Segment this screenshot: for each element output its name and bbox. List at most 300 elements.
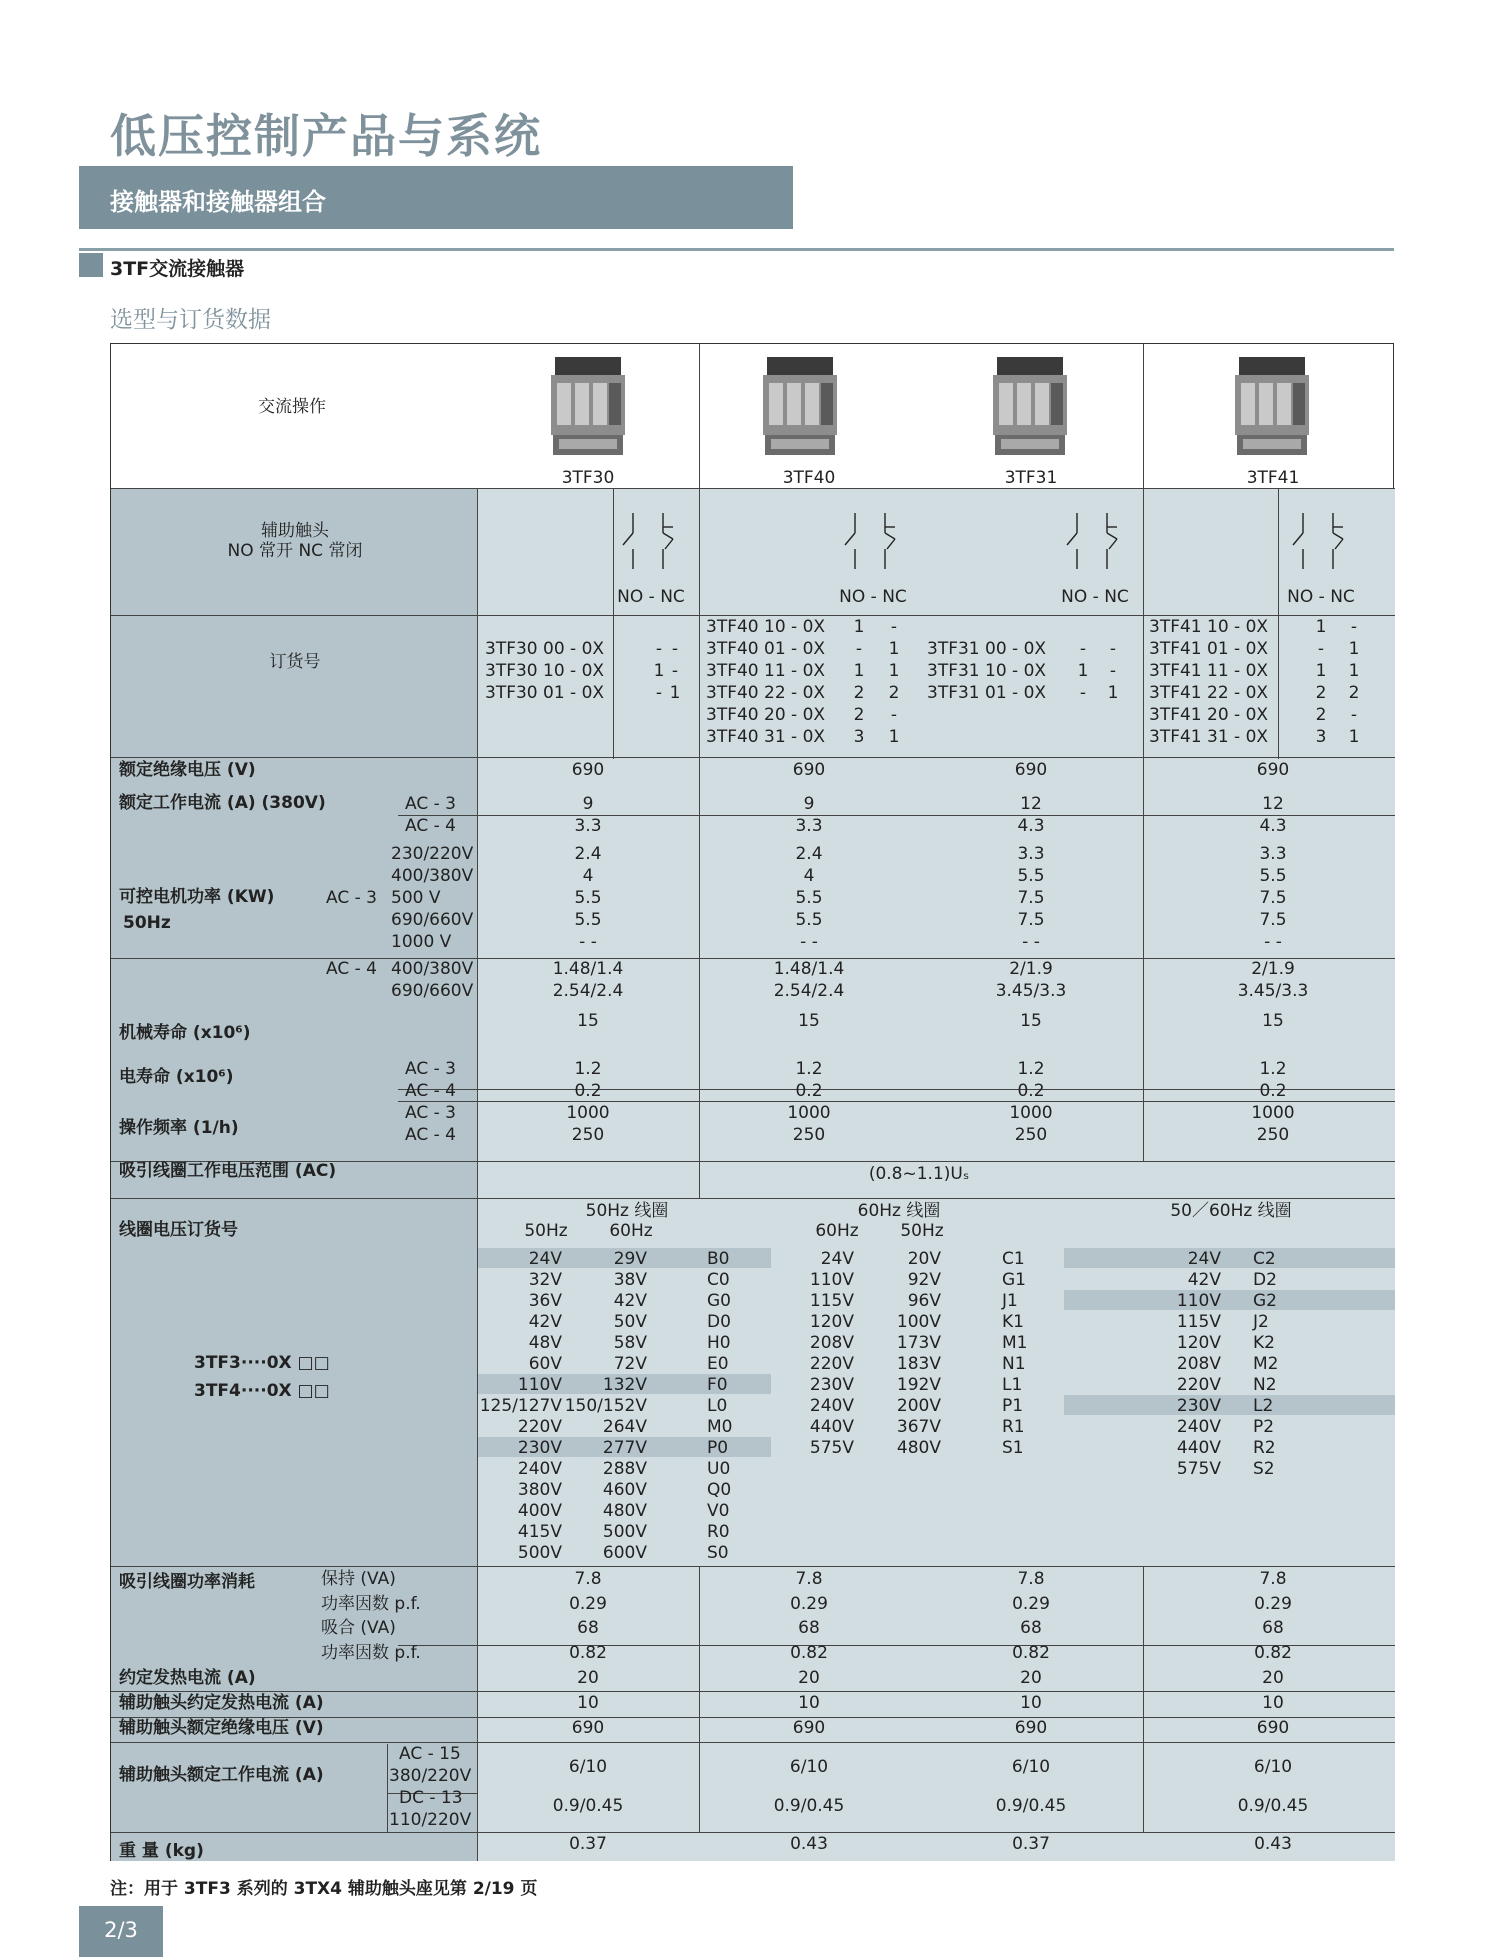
coil-voltage: 440V [809, 1417, 854, 1437]
section-title: 3TF交流接触器 [110, 258, 245, 280]
no-nc-label: NO - NC [1061, 587, 1129, 607]
no-count: 1 [1315, 617, 1327, 637]
coil-voltage: 208V [809, 1333, 854, 1353]
pull-value: 68 [577, 1618, 599, 1638]
no-count: - [655, 639, 663, 659]
coil-voltage: 125/127V [479, 1396, 562, 1416]
aux-insul-value: 690 [792, 1718, 826, 1738]
hold-value: 7.8 [1017, 1569, 1045, 1589]
coil-voltage: 400V [517, 1501, 562, 1521]
thermal-label: 约定发热电流 (A) [119, 1668, 256, 1688]
mech-value: 15 [798, 1011, 820, 1031]
divider [79, 248, 1394, 251]
power-value: 7.5 [1017, 910, 1045, 930]
coil-voltage: 220V [517, 1417, 562, 1437]
coil-voltage: 240V [1176, 1417, 1221, 1437]
aux-ac-value: 6/10 [568, 1757, 608, 1777]
op-label: 交流操作 [258, 397, 326, 417]
coil-voltage: 480V [896, 1438, 941, 1458]
ac15-tag: AC - 15 [399, 1744, 461, 1764]
ac4-current: 3.3 [574, 816, 602, 836]
power-value: 2.4 [574, 844, 602, 864]
coil-code: P0 [707, 1438, 729, 1458]
coil-power-label: 吸引线圈功率消耗 [119, 1572, 255, 1592]
power-value: 4 [582, 866, 594, 886]
freq-ac4: 250 [1014, 1125, 1048, 1145]
aux-thermal-value: 10 [798, 1693, 820, 1713]
coil-order-label: 线圈电压订货号 [119, 1220, 238, 1240]
nc-count: - [1109, 639, 1117, 659]
nc-count: - [671, 639, 679, 659]
coil-range-label: 吸引线圈工作电压范围 (AC) [119, 1161, 337, 1181]
coil-voltage: 150/152V [564, 1396, 647, 1416]
power-value: 5.5 [1017, 866, 1045, 886]
freq-ac3: 1000 [566, 1103, 610, 1123]
coil-code: M1 [1002, 1333, 1028, 1353]
coil-voltage: 220V [1176, 1375, 1221, 1395]
coil-voltage: 38V [613, 1270, 647, 1290]
contact-symbol-icon [837, 511, 909, 571]
coil-voltage: 42V [613, 1291, 647, 1311]
coil-code: J2 [1253, 1312, 1269, 1332]
coil-voltage: 460V [602, 1480, 647, 1500]
order-number: 3TF40 22 - 0X [706, 683, 826, 703]
no-count: 1 [1315, 661, 1327, 681]
grid-line [111, 488, 1395, 489]
nc-count: 1 [888, 727, 900, 747]
chapter-title: 接触器和接触器组合 [110, 188, 326, 216]
coil-code: N2 [1253, 1375, 1277, 1395]
coil-code: C1 [1002, 1249, 1025, 1269]
coil-code: G2 [1253, 1291, 1277, 1311]
grid-line [477, 488, 478, 1861]
coil-group-title: 50／60Hz 线圈 [1170, 1201, 1292, 1221]
pf2-value: 0.82 [1012, 1643, 1050, 1663]
order-number: 3TF30 00 - 0X [485, 639, 605, 659]
nc-count: 1 [669, 683, 681, 703]
elec-ac3: 1.2 [1259, 1059, 1287, 1079]
order-number: 3TF31 10 - 0X [927, 661, 1047, 681]
coil-code: S2 [1253, 1459, 1275, 1479]
pf-label: 功率因数 p.f. [321, 1594, 421, 1614]
elec-ac4: 0.2 [795, 1081, 823, 1101]
grid-line [613, 488, 614, 759]
no-count: 1 [653, 661, 665, 681]
power-value: 7.5 [1017, 888, 1045, 908]
coil-voltage: 110V [809, 1270, 854, 1290]
aux-thermal-value: 10 [577, 1693, 599, 1713]
coil-voltage: 277V [602, 1438, 647, 1458]
pf2-value: 0.82 [569, 1643, 607, 1663]
coil-code: L0 [707, 1396, 728, 1416]
coil-code: V0 [707, 1501, 730, 1521]
nc-count: 2 [888, 683, 900, 703]
nc-count: - [671, 661, 679, 681]
elec-ac4: 0.2 [1017, 1081, 1045, 1101]
contact-symbol-icon [615, 511, 687, 571]
nc-count: - [1109, 661, 1117, 681]
order-number: 3TF41 31 - 0X [1149, 727, 1269, 747]
nc-count: - [1350, 705, 1358, 725]
coil-voltage: 96V [907, 1291, 941, 1311]
coil-code: L1 [1002, 1375, 1023, 1395]
coil-voltage: 115V [809, 1291, 854, 1311]
coil-voltage: 415V [517, 1522, 562, 1542]
coil-code: C2 [1253, 1249, 1276, 1269]
coil-voltage: 192V [896, 1375, 941, 1395]
coil-code: P1 [1002, 1396, 1024, 1416]
section-marker [79, 253, 103, 277]
power-value: - - [1264, 932, 1282, 952]
coil-code: J1 [1002, 1291, 1018, 1311]
no-count: 2 [853, 683, 865, 703]
voltage-label: 230/220V [391, 844, 474, 864]
coil-code: R0 [707, 1522, 730, 1542]
coil-code: G0 [707, 1291, 731, 1311]
freq-ac4: 250 [1256, 1125, 1290, 1145]
power-ac4-value: 2/1.9 [1009, 959, 1053, 979]
grid-line [111, 1832, 1395, 1833]
coil-code: D2 [1253, 1270, 1277, 1290]
coil-code: R1 [1002, 1417, 1025, 1437]
aux-dc-value: 0.9/0.45 [995, 1796, 1067, 1816]
coil-code: N1 [1002, 1354, 1026, 1374]
no-count: - [855, 639, 863, 659]
power-value: 5.5 [574, 888, 602, 908]
order-number: 3TF40 01 - 0X [706, 639, 826, 659]
v380-tag: 380/220V [389, 1766, 472, 1786]
no-nc-label: NO - NC [839, 587, 907, 607]
aux-insul-value: 690 [1014, 1718, 1048, 1738]
coil-voltage: 230V [809, 1375, 854, 1395]
power-value: 7.5 [1259, 910, 1287, 930]
order-number: 3TF31 01 - 0X [927, 683, 1047, 703]
elec-ac3: 1.2 [1017, 1059, 1045, 1079]
coil-code: B0 [707, 1249, 730, 1269]
no-count: - [1079, 683, 1087, 703]
ac4-tag: AC - 4 [405, 1125, 456, 1145]
coil-group-title: 60Hz 线圈 [857, 1201, 941, 1221]
aux-current-label: 辅助触头额定工作电流 (A) [119, 1765, 324, 1785]
mech-value: 15 [1020, 1011, 1042, 1031]
order-number: 3TF41 01 - 0X [1149, 639, 1269, 659]
coil-voltage: 600V [602, 1543, 647, 1563]
coil-voltage: 42V [1187, 1270, 1221, 1290]
coil-code-1: 3TF3····0X □□ [194, 1353, 330, 1373]
coil-voltage: 24V [1187, 1249, 1221, 1269]
nc-count: - [890, 705, 898, 725]
v110-tag: 110/220V [389, 1810, 472, 1830]
subsection-title: 选型与订货数据 [110, 307, 271, 333]
freq-ac3: 1000 [1009, 1103, 1053, 1123]
ac4-tag: AC - 4 [326, 959, 377, 979]
grid-line [111, 757, 1395, 758]
coil-freq-head: 60Hz [609, 1221, 653, 1241]
grid-line [111, 615, 1395, 616]
coil-voltage: 367V [896, 1417, 941, 1437]
ac4-current: 3.3 [795, 816, 823, 836]
coil-voltage: 115V [1176, 1312, 1221, 1332]
hold-value: 7.8 [574, 1569, 602, 1589]
nc-count: 1 [1107, 683, 1119, 703]
freq-label: 操作频率 (1/h) [119, 1118, 239, 1138]
power-ac4-value: 1.48/1.4 [552, 959, 624, 979]
coil-code: M0 [707, 1417, 733, 1437]
ac3-tag: AC - 3 [405, 1059, 456, 1079]
power-value: 3.3 [1017, 844, 1045, 864]
aux-label: 辅助触头 [261, 521, 329, 541]
pull-label: 吸合 (VA) [321, 1618, 396, 1638]
order-number: 3TF41 11 - 0X [1149, 661, 1269, 681]
coil-voltage: 120V [1176, 1333, 1221, 1353]
elec-label: 电寿命 (x10⁶) [119, 1067, 234, 1087]
coil-freq-head: 60Hz [815, 1221, 859, 1241]
power-value: 2.4 [795, 844, 823, 864]
ac3-tag: AC - 3 [326, 888, 377, 908]
no-count: 1 [1077, 661, 1089, 681]
power-ac4-value: 3.45/3.3 [1237, 981, 1309, 1001]
model-label: 3TF30 [561, 468, 615, 488]
aux-ac-value: 6/10 [1253, 1757, 1293, 1777]
coil-voltage: 440V [1176, 1438, 1221, 1458]
voltage-label: 690/660V [391, 981, 474, 1001]
nc-count: 2 [1348, 683, 1360, 703]
pull-value: 68 [1262, 1618, 1284, 1638]
order-number: 3TF41 10 - 0X [1149, 617, 1269, 637]
insul-label: 额定绝缘电压 (V) [119, 760, 256, 780]
elec-ac4: 0.2 [1259, 1081, 1287, 1101]
voltage-label: 500 V [391, 888, 441, 908]
power-label-2: 50Hz [123, 913, 171, 933]
page-title: 低压控制产品与系统 [110, 109, 542, 163]
no-count: - [1079, 639, 1087, 659]
weight-label: 重 量 (kg) [119, 1841, 204, 1861]
coil-code: H0 [707, 1333, 731, 1353]
no-count: - [1317, 639, 1325, 659]
coil-voltage: 50V [613, 1312, 647, 1332]
coil-voltage: 264V [602, 1417, 647, 1437]
thermal-value: 20 [1020, 1668, 1042, 1688]
ac4-tag: AC - 4 [405, 816, 456, 836]
hold-label: 保持 (VA) [321, 1569, 396, 1589]
coil-voltage: 575V [809, 1438, 854, 1458]
coil-voltage: 100V [896, 1312, 941, 1332]
grid-line [1143, 1566, 1144, 1832]
contactor-image [991, 353, 1069, 458]
coil-code-2: 3TF4····0X □□ [194, 1381, 330, 1401]
coil-voltage: 230V [517, 1438, 562, 1458]
insul-value: 690 [792, 760, 826, 780]
coil-voltage: 110V [517, 1375, 562, 1395]
power-ac4-value: 3.45/3.3 [995, 981, 1067, 1001]
grid-line [699, 344, 700, 488]
order-number: 3TF31 00 - 0X [927, 639, 1047, 659]
coil-code: S1 [1002, 1438, 1024, 1458]
grid-line [387, 1744, 388, 1832]
order-number: 3TF41 22 - 0X [1149, 683, 1269, 703]
coil-voltage: 500V [602, 1522, 647, 1542]
coil-code: Q0 [707, 1480, 732, 1500]
no-count: 2 [1315, 705, 1327, 725]
grid-line [111, 1742, 1395, 1743]
aux-thermal-value: 10 [1020, 1693, 1042, 1713]
dc13-tag: DC - 13 [399, 1788, 463, 1808]
order-label: 订货号 [269, 652, 321, 672]
order-number: 3TF40 11 - 0X [706, 661, 826, 681]
coil-voltage: 110V [1176, 1291, 1221, 1311]
grid-line [699, 1566, 700, 1832]
model-label: 3TF41 [1246, 468, 1300, 488]
weight-value: 0.43 [790, 1834, 828, 1854]
nc-count: - [890, 617, 898, 637]
coil-range-value: (0.8~1.1)Uₛ [868, 1164, 970, 1184]
coil-voltage: 24V [820, 1249, 854, 1269]
coil-voltage: 500V [517, 1543, 562, 1563]
coil-code: K2 [1253, 1333, 1275, 1353]
aux-insul-value: 690 [1256, 1718, 1290, 1738]
model-label: 3TF40 [782, 468, 836, 488]
coil-freq-head: 50Hz [524, 1221, 568, 1241]
coil-voltage: 48V [528, 1333, 562, 1353]
coil-code: F0 [707, 1375, 728, 1395]
nc-count: 1 [1348, 661, 1360, 681]
no-count: 2 [853, 705, 865, 725]
thermal-value: 20 [1262, 1668, 1284, 1688]
freq-ac4: 250 [792, 1125, 826, 1145]
coil-voltage: 288V [602, 1459, 647, 1479]
power-ac4-value: 2.54/2.4 [773, 981, 845, 1001]
aux-thermal-value: 10 [1262, 1693, 1284, 1713]
coil-voltage: 120V [809, 1312, 854, 1332]
weight-value: 0.37 [1012, 1834, 1050, 1854]
aux-ac-value: 6/10 [1011, 1757, 1051, 1777]
ac3-tag: AC - 3 [405, 1103, 456, 1123]
footnote: 注：用于 3TF3 系列的 3TX4 辅助触头座见第 2/19 页 [110, 1879, 538, 1899]
voltage-label: 690/660V [391, 910, 474, 930]
nc-count: 1 [1348, 727, 1360, 747]
order-number: 3TF40 31 - 0X [706, 727, 826, 747]
coil-voltage: 208V [1176, 1354, 1221, 1374]
coil-voltage: 24V [528, 1249, 562, 1269]
ac4-tag: AC - 4 [405, 1081, 456, 1101]
pf-value: 0.29 [790, 1594, 828, 1614]
coil-voltage: 60V [528, 1354, 562, 1374]
grid-line [1143, 344, 1144, 488]
freq-ac4: 250 [571, 1125, 605, 1145]
power-value: 5.5 [795, 910, 823, 930]
coil-code: R2 [1253, 1438, 1276, 1458]
coil-voltage: 575V [1176, 1459, 1221, 1479]
pf-value: 0.29 [1012, 1594, 1050, 1614]
coil-code: U0 [707, 1459, 731, 1479]
no-nc-label: NO - NC [1287, 587, 1355, 607]
contact-symbol-icon [1059, 511, 1131, 571]
thermal-value: 20 [798, 1668, 820, 1688]
voltage-label: 400/380V [391, 959, 474, 979]
coil-voltage: 220V [809, 1354, 854, 1374]
order-number: 3TF41 20 - 0X [1149, 705, 1269, 725]
order-number: 3TF40 20 - 0X [706, 705, 826, 725]
grid-line [111, 1566, 1395, 1567]
coil-voltage: 183V [896, 1354, 941, 1374]
power-value: - - [1022, 932, 1040, 952]
no-count: 2 [1315, 683, 1327, 703]
coil-code: L2 [1253, 1396, 1274, 1416]
coil-code: C0 [707, 1270, 730, 1290]
power-value: - - [800, 932, 818, 952]
no-count: - [655, 683, 663, 703]
aux-ac-value: 6/10 [789, 1757, 829, 1777]
insul-value: 690 [1014, 760, 1048, 780]
pf-value: 0.29 [1254, 1594, 1292, 1614]
contactor-image [1233, 353, 1311, 458]
power-value: 4 [803, 866, 815, 886]
insul-value: 690 [1256, 760, 1290, 780]
power-ac4-value: 1.48/1.4 [773, 959, 845, 979]
no-nc-label: NO - NC [617, 587, 685, 607]
coil-group-title: 50Hz 线圈 [585, 1201, 669, 1221]
coil-voltage: 132V [602, 1375, 647, 1395]
thermal-value: 20 [577, 1668, 599, 1688]
coil-voltage: 173V [896, 1333, 941, 1353]
contactor-image [549, 353, 627, 458]
coil-voltage: 240V [809, 1396, 854, 1416]
order-number: 3TF30 10 - 0X [485, 661, 605, 681]
coil-code: D0 [707, 1312, 731, 1332]
order-number: 3TF30 01 - 0X [485, 683, 605, 703]
ac3-current: 12 [1020, 794, 1042, 814]
aux-dc-value: 0.9/0.45 [1237, 1796, 1309, 1816]
hold-value: 7.8 [1259, 1569, 1287, 1589]
coil-voltage: 230V [1176, 1396, 1221, 1416]
insul-value: 690 [571, 760, 605, 780]
contact-symbol-icon [1285, 511, 1357, 571]
pull-value: 68 [798, 1618, 820, 1638]
coil-voltage: 42V [528, 1312, 562, 1332]
nc-count: 1 [1348, 639, 1360, 659]
current-label: 额定工作电流 (A) (380V) [119, 793, 326, 813]
power-value: - - [579, 932, 597, 952]
contactor-image [761, 353, 839, 458]
selection-table [110, 343, 1394, 1861]
elec-ac4: 0.2 [574, 1081, 602, 1101]
coil-voltage: 92V [907, 1270, 941, 1290]
voltage-label: 1000 V [391, 932, 452, 952]
coil-voltage: 29V [613, 1249, 647, 1269]
elec-ac3: 1.2 [795, 1059, 823, 1079]
coil-code: G1 [1002, 1270, 1026, 1290]
pf-value: 0.29 [569, 1594, 607, 1614]
coil-voltage: 480V [602, 1501, 647, 1521]
model-label: 3TF31 [1004, 468, 1058, 488]
aux-label-2: NO 常开 NC 常闭 [227, 541, 363, 561]
weight-value: 0.43 [1254, 1834, 1292, 1854]
coil-freq-head: 50Hz [900, 1221, 944, 1241]
ac3-tag: AC - 3 [405, 794, 456, 814]
aux-dc-value: 0.9/0.45 [552, 1796, 624, 1816]
pull-value: 68 [1020, 1618, 1042, 1638]
mech-label: 机械寿命 (x10⁶) [119, 1023, 251, 1043]
no-count: 3 [1315, 727, 1327, 747]
pf2-value: 0.82 [790, 1643, 828, 1663]
coil-voltage: 240V [517, 1459, 562, 1479]
elec-ac3: 1.2 [574, 1059, 602, 1079]
coil-voltage: 32V [528, 1270, 562, 1290]
ac4-current: 4.3 [1017, 816, 1045, 836]
weight-value: 0.37 [569, 1834, 607, 1854]
aux-dc-value: 0.9/0.45 [773, 1796, 845, 1816]
ac4-current: 4.3 [1259, 816, 1287, 836]
